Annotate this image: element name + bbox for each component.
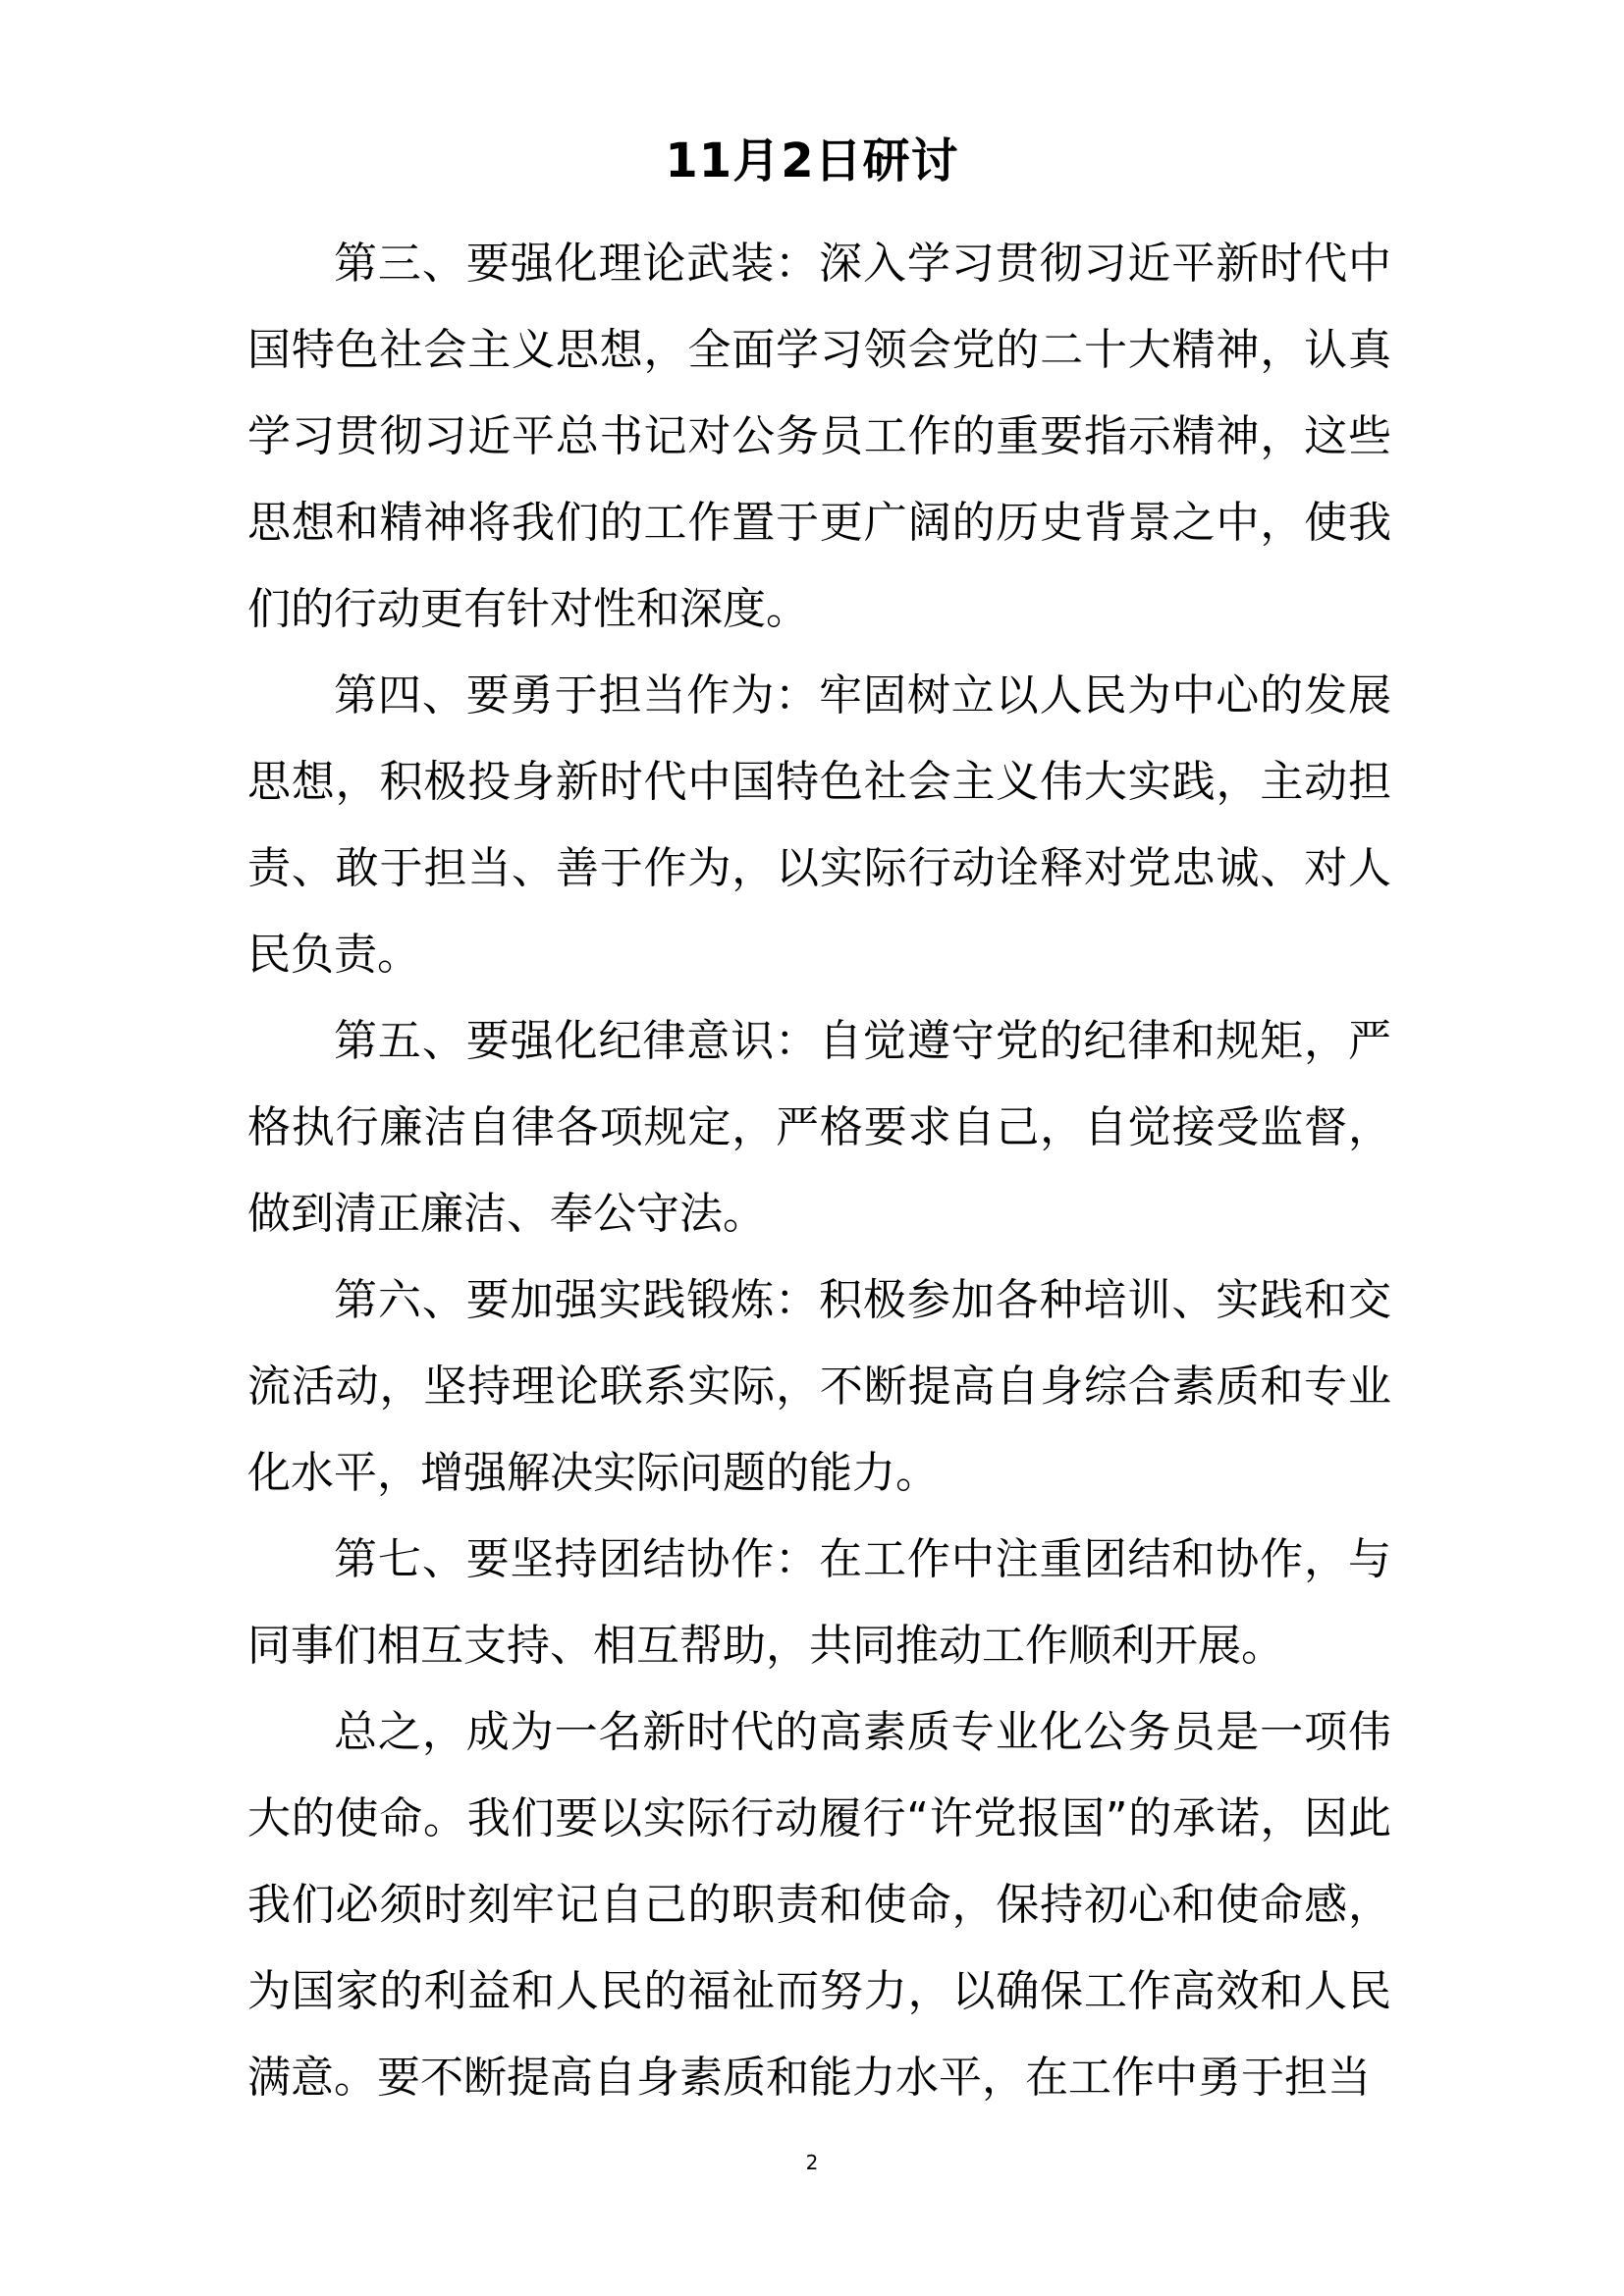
- document-body: [247, 221, 1391, 2121]
- page-number: 2: [805, 2151, 819, 2174]
- paragraph-conclusion: 总之，成为一名新时代的高素质专业化公务员是一项伟大的使命。我们要以实际行动履行“许党报国”的承诺，因此我们必须时刻牢记自己的职责和使命，保持初心和使命感，为国家的利益和人民的福祉而努力，以确保工作高效和人民满意。要不断提高自身素质和能力水平，在工作中勇于担当: [247, 1707, 1391, 2103]
- paragraph-taking-responsibility: 第四、要勇于担当作为：牢固树立以人民为中心的发展思想，积极投身新时代中国特色社会主义伟大实践，主动担责、敢于担当、善于作为，以实际行动诠释对党忠诚、对人民负责。: [247, 670, 1391, 980]
- paragraph-theory-arming: 第三、要强化理论武装：深入学习贯彻习近平新时代中国特色社会主义思想，全面学习领会党的二十大精神，认真学习贯彻习近平总书记对公务员工作的重要指示精神，这些思想和精神将我们的工作置于更广阔的历史背景之中，使我们的行动更有针对性和深度。: [247, 239, 1391, 634]
- paragraph-practice-training: 第六、要加强实践锻炼：积极参加各种培训、实践和交流活动，坚持理论联系实际，不断提高自身综合素质和专业化水平，增强解决实际问题的能力。: [247, 1275, 1391, 1498]
- paragraph-discipline-awareness: 第五、要强化纪律意识：自觉遵守党的纪律和规矩，严格执行廉洁自律各项规定，严格要求自己，自觉接受监督，做到清正廉洁、奉公守法。: [247, 1016, 1391, 1239]
- document-title: 11月2日研讨: [665, 133, 959, 188]
- paragraph-teamwork: 第七、要坚持团结协作：在工作中注重团结和协作，与同事们相互支持、相互帮助，共同推动工作顺利开展。: [247, 1534, 1391, 1671]
